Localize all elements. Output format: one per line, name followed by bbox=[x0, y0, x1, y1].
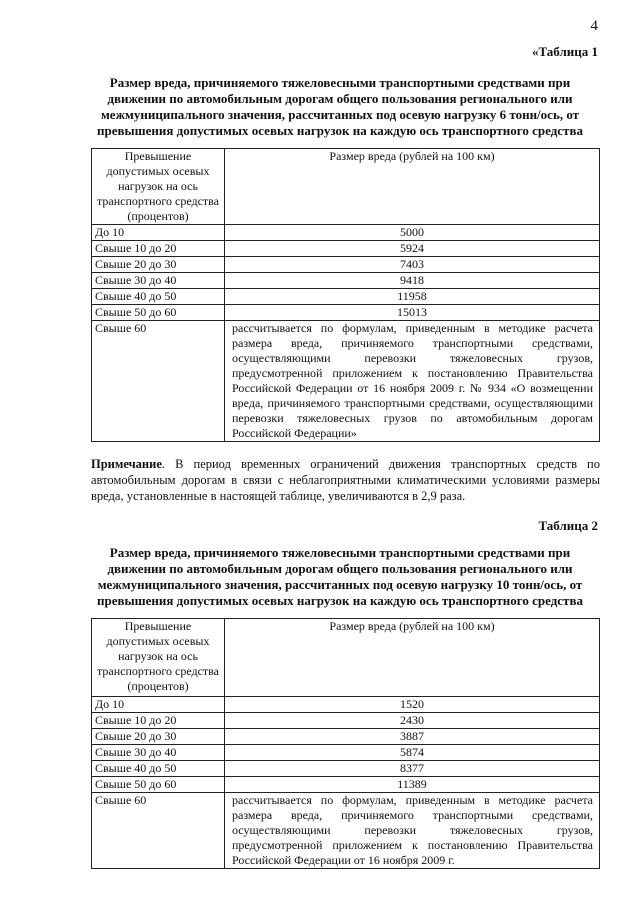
table-row bbox=[92, 257, 600, 273]
table1-formula-text: рассчитывается по формулам, приведенным в методике расчета размера вреда, причиняемого транспортными средствами, осуществляющими перевозки тяжеловесных грузов, предусмотренной приложением к постановлению Правительства Российской Федерации от 16 ноября 2009 г. № 934 «О возмещении вреда, причиняемого транспортными средствами, осуществляющими перевозки тяжеловесных грузов по автомобильным дорогам Российской Федерации» bbox=[225, 321, 600, 442]
table2-value: 5874 bbox=[225, 745, 600, 761]
note-paragraph bbox=[91, 456, 600, 504]
table1-range-last: Свыше 60 bbox=[92, 321, 225, 442]
table1-range: Свыше 30 до 40 bbox=[92, 273, 225, 289]
table-row bbox=[92, 305, 600, 321]
table2-header-left: Превышение допустимых осевых нагрузок на ось транспортного средства (процентов) bbox=[92, 619, 225, 697]
page-number: 4 bbox=[590, 18, 598, 34]
table1-range: Свыше 50 до 60 bbox=[92, 305, 225, 321]
table-row bbox=[92, 273, 600, 289]
table1-value: 15013 bbox=[225, 305, 600, 321]
table1-header-right: Размер вреда (рублей на 100 км) bbox=[225, 149, 600, 225]
table1-range: Свыше 20 до 30 bbox=[92, 257, 225, 273]
table-row bbox=[92, 713, 600, 729]
table1-label: «Таблица 1 bbox=[531, 44, 598, 59]
table2-formula-text: рассчитывается по формулам, приведенным в методике расчета размера вреда, причиняемого транспортными средствами, осуществляющими перевозки тяжеловесных грузов, предусмотренной приложением к постановлению Правительства Российской Федерации от 16 ноября 2009 г. bbox=[225, 793, 600, 869]
table1 bbox=[91, 148, 600, 442]
table1-range: Свыше 10 до 20 bbox=[92, 241, 225, 257]
table2-range: Свыше 50 до 60 bbox=[92, 777, 225, 793]
table-row bbox=[92, 777, 600, 793]
table1-range: До 10 bbox=[92, 225, 225, 241]
table1-header-row bbox=[92, 149, 600, 225]
table1-value: 5924 bbox=[225, 241, 600, 257]
table1-title: Размер вреда, причиняемого тяжеловесными транспортными средствами при движении по автомобильным дорогам общего пользования регионального или межмуниципального значения, рассчитанных под осевую нагрузку 6 тонн/ось, от превышения допустимых осевых нагрузок на каждую ось транспортного средства bbox=[97, 75, 583, 138]
table-row bbox=[92, 729, 600, 745]
table2-value: 8377 bbox=[225, 761, 600, 777]
table2-value: 2430 bbox=[225, 713, 600, 729]
table1-value: 9418 bbox=[225, 273, 600, 289]
table1-value: 7403 bbox=[225, 257, 600, 273]
table-row bbox=[92, 745, 600, 761]
table2-range: Свыше 40 до 50 bbox=[92, 761, 225, 777]
table2 bbox=[91, 618, 600, 869]
table1-value: 11958 bbox=[225, 289, 600, 305]
table2-range: До 10 bbox=[92, 697, 225, 713]
table2-value: 1520 bbox=[225, 697, 600, 713]
table1-range: Свыше 40 до 50 bbox=[92, 289, 225, 305]
note-text: . В период временных ограничений движения транспортных средств по автомобильным дорогам в связи с неблагоприятными климатическими условиями размеры вреда, установленные в настоящей таблице, увеличиваются в 2,9 раза. bbox=[91, 457, 600, 503]
table2-title: Размер вреда, причиняемого тяжеловесными транспортными средствами при движении по автомобильным дорогам общего пользования регионального или межмуниципального значения, рассчитанных под осевую нагрузку 10 тонн/ось, от превышения допустимых осевых нагрузок на каждую ось транспортного средства bbox=[97, 545, 583, 608]
table2-range-last: Свыше 60 bbox=[92, 793, 225, 869]
table-row bbox=[92, 241, 600, 257]
table2-range: Свыше 10 до 20 bbox=[92, 713, 225, 729]
table2-header-right: Размер вреда (рублей на 100 км) bbox=[225, 619, 600, 697]
table2-range: Свыше 30 до 40 bbox=[92, 745, 225, 761]
table-row bbox=[92, 289, 600, 305]
table-row bbox=[92, 321, 600, 442]
table1-value: 5000 bbox=[225, 225, 600, 241]
table-row bbox=[92, 761, 600, 777]
table2-value: 11389 bbox=[225, 777, 600, 793]
note-label: Примечание bbox=[91, 457, 162, 471]
table2-label: Таблица 2 bbox=[538, 518, 598, 533]
table2-header-row bbox=[92, 619, 600, 697]
table1-header-left: Превышение допустимых осевых нагрузок на ось транспортного средства (процентов) bbox=[92, 149, 225, 225]
table2-value: 3887 bbox=[225, 729, 600, 745]
table2-range: Свыше 20 до 30 bbox=[92, 729, 225, 745]
table-row bbox=[92, 697, 600, 713]
table-row bbox=[92, 225, 600, 241]
table-row bbox=[92, 793, 600, 869]
